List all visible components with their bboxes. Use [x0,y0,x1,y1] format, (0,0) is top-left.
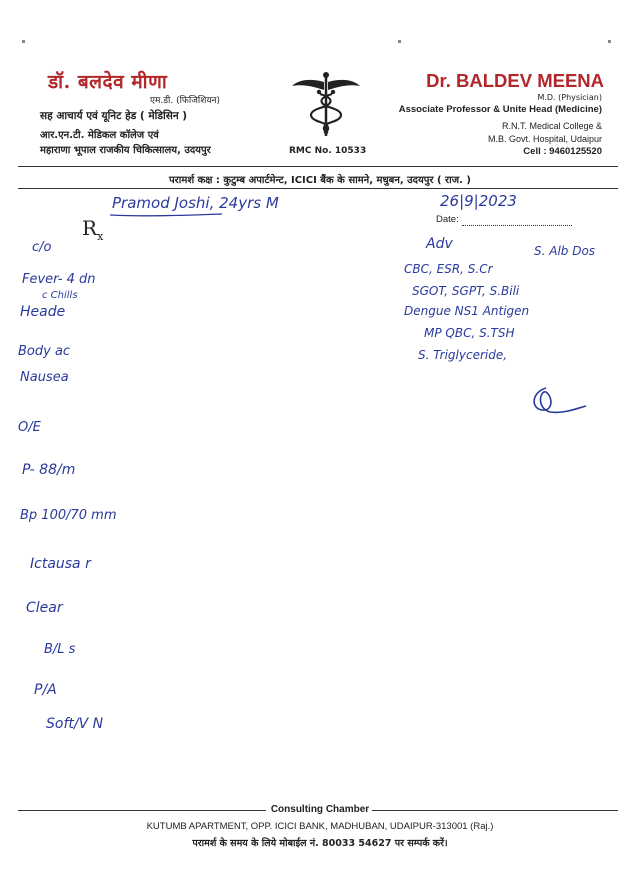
note-line: Bp 100/70 mm [20,508,117,523]
note-line: Heade [20,304,66,320]
cell-number: Cell : 9460125520 [523,146,602,157]
advice-line: MP QBC, S.TSH [424,326,515,340]
footer-address: KUTUMB APARTMENT, OPP. ICICI BANK, MADHUBAN, UDAIPUR-313001 (Raj.) [146,821,494,832]
doctor-signature [524,378,590,418]
college-hindi-line1: आर.एन.टी. मेडिकल कॉलेज एवं [40,130,159,141]
rmc-number: RMC No. 10533 [289,146,367,156]
doctor-name-hindi: डॉ. बलदेव मीणा [48,71,168,93]
advice-line: S. Alb Dos [534,244,596,258]
note-line: Soft/V N [46,716,104,732]
college-english-line1: R.N.T. Medical College & [501,121,602,131]
advice-line: S. Triglyceride, [418,348,508,362]
advice-heading: Adv [426,236,453,252]
doctor-name-english: Dr. BALDEV MEENA [426,70,604,91]
crop-mark [22,40,25,43]
rx-symbol: $R_x$ [82,216,104,243]
college-english-line2: M.B. Govt. Hospital, Udaipur [487,134,602,144]
consulting-room-address: परामर्श कक्ष : कुटुम्ब अपार्टमेन्ट, ICICI बैंक के सामने, मधुबन, उदयपुर ( राज. ) [168,175,471,186]
note-line: c Chills [42,290,78,301]
caduceus-icon [290,70,362,138]
date-label: Date: [436,214,459,225]
date-line [462,225,572,226]
crop-mark [398,40,401,43]
note-line: Nausea [20,370,69,385]
advice-line: CBC, ESR, S.Cr [404,262,493,276]
footer-divider-right [372,810,618,811]
patient-name: Pramod Joshi, 24yrs M [112,194,279,212]
degree-hindi: एम.डी. (फिजिशियन) [150,96,221,106]
role-hindi: सह आचार्य एवं यूनिट हेड ( मेडिसिन ) [40,110,188,122]
degree-english: M.D. (Physician) [537,93,602,102]
footer-title: Consulting Chamber [270,804,370,815]
divider-bottom [18,188,618,189]
note-line: Clear [26,600,63,616]
footer-contact: परामर्श के समय के लिये मोबाईल नं. 80033 54627 पर सम्पर्क करें। [192,838,448,849]
prescription-date: 26|9|2023 [440,192,517,210]
crop-mark [608,40,611,43]
note-line: c/o [32,240,52,255]
college-hindi-line2: महाराणा भूपाल राजकीय चिकित्सालय, उदयपुर [40,145,211,156]
note-line: B/L s [44,642,76,657]
advice-line: Dengue NS1 Antigen [404,304,530,318]
role-english: Associate Professor & Unite Head (Medicine) [398,104,602,115]
note-line: Fever- 4 dn [22,272,96,287]
note-line: P/A [34,682,57,698]
patient-underline [108,212,224,218]
advice-line: SGOT, SGPT, S.Bili [412,284,520,298]
divider-top [18,166,618,167]
note-line: Ictausa r [30,556,91,572]
note-line: O/E [18,420,41,435]
note-line: Body ac [18,344,71,359]
note-line: P- 88/m [22,462,76,478]
